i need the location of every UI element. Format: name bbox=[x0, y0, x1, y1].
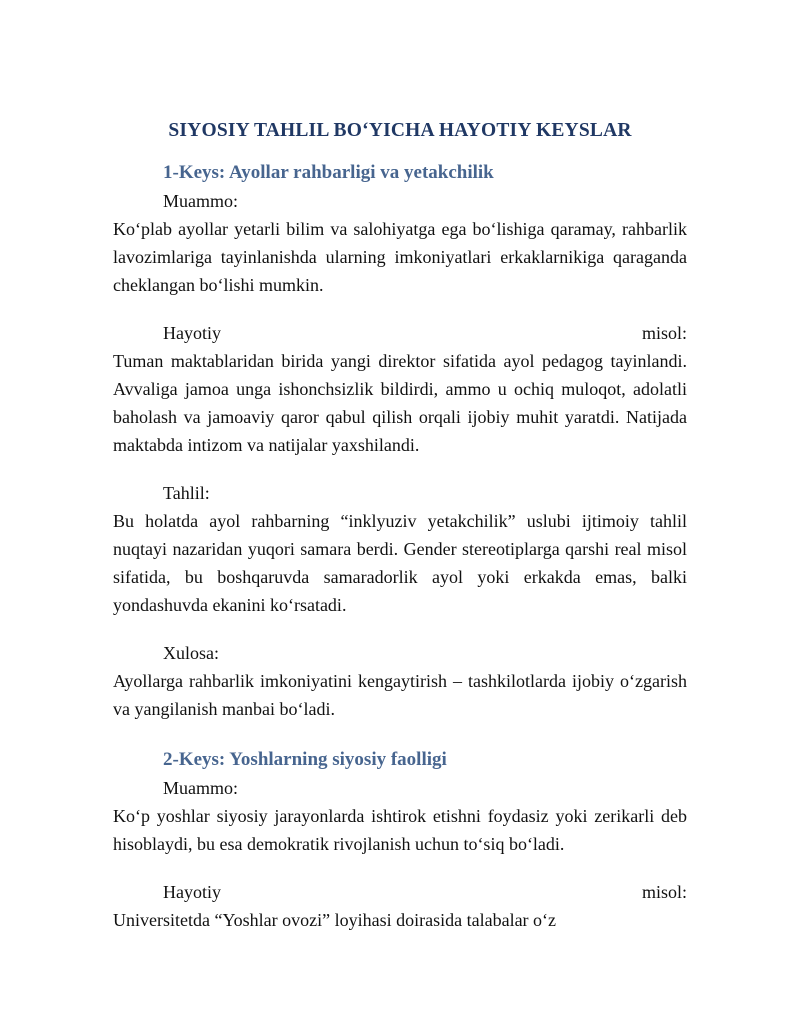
section-body-hayotiy-misol-1: Tuman maktablaridan birida yangi direktor sifatida ayol pedagog tayinlandi. Avvaliga jamoa unga ishonchsizlik bildirdi, ammo u ochiq muloqot, adolatli baholash va jamoaviy qaror qabul qilish orqali ijobiy muhit yaratdi. Natijada maktabda intizom va natijalar yaxshilandi. bbox=[113, 351, 687, 455]
section-body-xulosa-1: Ayollarga rahbarlik imkoniyatini kengaytirish – tashkilotlarda ijobiy o‘zgarish va yangilanish manbai bo‘ladi. bbox=[113, 671, 687, 719]
section-body-hayotiy-misol-2: Universitetda “Yoshlar ovozi” loyihasi doirasida talabalar o‘z bbox=[113, 910, 557, 930]
section-label-muammo-1: Muammo: bbox=[163, 191, 238, 211]
section-label-muammo-2: Muammo: bbox=[163, 778, 238, 798]
document-title: SIYOSIY TAHLIL BO‘YICHA HAYOTIY KEYSLAR bbox=[168, 120, 632, 141]
section-label-hayotiy-misol-1 bbox=[113, 319, 687, 347]
spacer bbox=[113, 299, 687, 319]
section-label-hayotiy-misol-2 bbox=[113, 878, 687, 906]
section-label-misol-2: misol: bbox=[641, 882, 687, 902]
spacer bbox=[113, 619, 687, 639]
key-heading-2: 2-Keys: Yoshlarning siyosiy faolligi bbox=[163, 749, 447, 770]
section-label-hayotiy-2: Hayotiy bbox=[163, 882, 221, 902]
section-body-muammo-1: Ko‘plab ayollar yetarli bilim va salohiyatga ega bo‘lishiga qaramay, rahbarlik lavozimlariga tayinlanishda ularning imkoniyatlari erkaklarnikiga qaraganda cheklangan bo‘lishi mumkin. bbox=[113, 219, 687, 295]
spacer bbox=[113, 858, 687, 878]
section-label-misol-1: misol: bbox=[641, 323, 687, 343]
section-label-hayotiy-1: Hayotiy bbox=[163, 323, 221, 343]
spacer bbox=[113, 459, 687, 479]
section-label-tahlil-1: Tahlil: bbox=[163, 483, 210, 503]
section-body-tahlil-1: Bu holatda ayol rahbarning “inklyuziv yetakchilik” uslubi ijtimoiy tahlil nuqtayi nazaridan yuqori samara berdi. Gender stereotiplarga qarshi real misol sifatida, bu boshqaruvda samaradorlik ayol yoki erkakda emas, balki yondashuvda ekanini ko‘rsatadi. bbox=[113, 511, 687, 615]
section-label-xulosa-1: Xulosa: bbox=[163, 643, 219, 663]
document-content bbox=[113, 0, 687, 934]
key-heading-1: 1-Keys: Ayollar rahbarligi va yetakchilik bbox=[163, 162, 494, 183]
section-body-muammo-2: Ko‘p yoshlar siyosiy jarayonlarda ishtirok etishni foydasiz yoki zerikarli deb hisoblaydi, bu esa demokratik rivojlanish uchun to‘siq bo‘ladi. bbox=[113, 806, 687, 854]
